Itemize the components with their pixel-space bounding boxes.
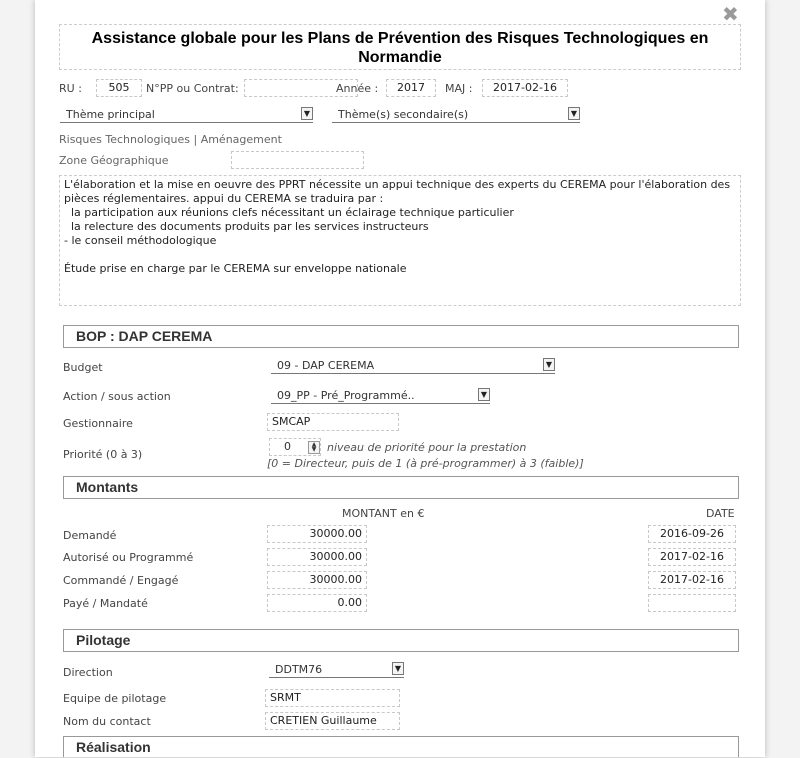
direction-value: DDTM76 xyxy=(275,663,323,676)
equipe-label: Equipe de pilotage xyxy=(63,692,167,705)
direction-label: Direction xyxy=(63,666,113,679)
theme-secondaire-value: Thème(s) secondaire(s) xyxy=(338,108,469,121)
col-amount-header: MONTANT en € xyxy=(342,507,425,520)
spinner-arrows-icon[interactable]: ▲ ▼ xyxy=(308,441,320,454)
theme-secondaire-select[interactable] xyxy=(332,107,580,123)
ru-field[interactable]: 505 xyxy=(96,79,142,97)
priorite-scale-hint: [0 = Directeur, puis de 1 (à pré-programmer) à 3 (faible)] xyxy=(267,457,584,470)
contact-field[interactable]: CRETIEN Guillaume xyxy=(265,712,400,730)
zone-label: Zone Géographique xyxy=(59,154,169,167)
budget-value: 09 - DAP CEREMA xyxy=(277,359,375,372)
chevron-down-icon[interactable]: ▼ xyxy=(392,662,404,675)
section-realisation: Réalisation xyxy=(63,736,739,757)
section-pilotage: Pilotage xyxy=(63,629,739,652)
amount-field[interactable]: 30000.00 xyxy=(267,548,367,566)
theme-tags: Risques Technologiques | Aménagement xyxy=(59,133,282,146)
year-field[interactable]: 2017 xyxy=(386,79,436,97)
row-label: Demandé xyxy=(63,529,117,542)
action-label: Action / sous action xyxy=(63,390,171,403)
section-bop: BOP : DAP CEREMA xyxy=(63,325,739,348)
priorite-value: 0 xyxy=(284,440,291,453)
priorite-hint: niveau de priorité pour la prestation xyxy=(327,441,527,454)
budget-select[interactable] xyxy=(271,358,555,374)
budget-label: Budget xyxy=(63,361,103,374)
year-label: Année : xyxy=(336,82,379,95)
amount-field[interactable]: 30000.00 xyxy=(267,571,367,589)
amount-field[interactable]: 30000.00 xyxy=(267,525,367,543)
date-field[interactable]: 2017-02-16 xyxy=(648,571,736,589)
gestionnaire-label: Gestionnaire xyxy=(63,417,133,430)
page-title: Assistance globale pour les Plans de Prévention des Risques Technologiques en Normandie xyxy=(59,24,741,70)
action-select[interactable] xyxy=(271,388,490,404)
description-textarea[interactable]: L'élaboration et la mise en oeuvre des PPRT nécessite un appui technique des experts du CEREMA pour l'élaboration des pièces réglementaires. appui du CEREMA se traduira par : la participation aux réunions clefs nécessitant un éclairage technique particulier la relecture des documents produits par les services instructeurs - le conseil méthodologique Étude prise en charge par le CEREMA sur enveloppe nationale xyxy=(59,175,741,306)
amount-field[interactable]: 0.00 xyxy=(267,594,367,612)
date-field[interactable]: 2016-09-26 xyxy=(648,525,736,543)
section-montants: Montants xyxy=(63,476,739,499)
chevron-down-icon[interactable]: ▼ xyxy=(543,358,555,371)
date-field[interactable]: 2017-02-16 xyxy=(648,548,736,566)
chevron-down-icon[interactable]: ▼ xyxy=(478,388,490,401)
ru-label: RU : xyxy=(59,82,82,95)
row-label: Autorisé ou Programmé xyxy=(63,551,194,564)
direction-select[interactable] xyxy=(269,662,404,678)
date-field[interactable] xyxy=(648,594,736,612)
theme-principal-select[interactable] xyxy=(60,107,313,123)
npp-label: N°PP ou Contrat: xyxy=(146,82,239,95)
equipe-field[interactable]: SRMT xyxy=(265,689,400,707)
action-value: 09_PP - Pré_Programmé.. xyxy=(277,389,415,402)
modal-dialog xyxy=(35,0,765,757)
gestionnaire-field[interactable]: SMCAP xyxy=(267,413,399,431)
row-label: Payé / Mandaté xyxy=(63,597,148,610)
zone-field[interactable] xyxy=(231,151,364,169)
contact-label: Nom du contact xyxy=(63,715,151,728)
theme-principal-value: Thème principal xyxy=(66,108,155,121)
priorite-label: Priorité (0 à 3) xyxy=(63,448,143,461)
col-date-header: DATE xyxy=(706,507,735,520)
maj-label: MAJ : xyxy=(445,82,473,95)
priorite-spinner[interactable] xyxy=(269,438,321,456)
chevron-down-icon[interactable]: ▼ xyxy=(301,107,313,120)
chevron-down-icon[interactable]: ▼ xyxy=(568,107,580,120)
close-icon[interactable]: ✖ xyxy=(722,2,739,26)
row-label: Commandé / Engagé xyxy=(63,574,179,587)
maj-field[interactable]: 2017-02-16 xyxy=(482,79,568,97)
